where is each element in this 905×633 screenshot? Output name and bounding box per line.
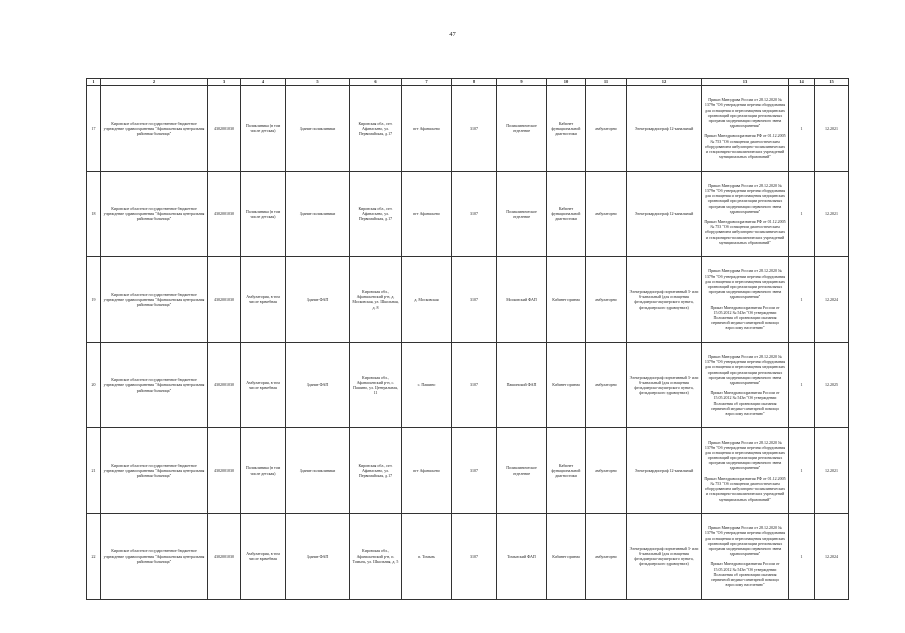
address-cell: Кировская обл., Афанасьевский р-н, с. Пашино, ул. Центральная, 11	[350, 342, 402, 428]
row-number-cell: 22	[87, 513, 101, 599]
territory-code-cell: 3107	[452, 171, 497, 257]
territory-code-cell: 3107	[452, 257, 497, 343]
page-number: 47	[449, 31, 456, 38]
locality-cell: пгт Афанасьево	[402, 86, 452, 172]
address-cell: Кировская обл., пгт. Афанасьево, ул. Первомайская, д.17	[350, 171, 402, 257]
legal-basis-cell: Приказ Минздрава России от 28.12.2020 № 1379н "Об утверждении перечня оборудования для оснащения и переоснащения медицинских организаций при реализации региональных программ модернизации первичного звена здравоохранения" Приказ Минздравсоцразвития РФ от 01.12.2005 № 753 "Об оснащении диагностическим оборудованием амбулаторно-поликлинических и стационарно-поликлинических учреждений муниципальных образований"	[702, 171, 789, 257]
table-row	[87, 257, 849, 343]
org-code-cell: 4302001030	[208, 342, 241, 428]
date-cell: 12.2024	[815, 513, 849, 599]
row-number-cell: 20	[87, 342, 101, 428]
department-cell: Поликлиническое отделение	[497, 86, 547, 172]
unit-type-cell: Амбулатория, в том числе врачебная	[241, 342, 286, 428]
building-cell: Здание ФАП	[286, 342, 350, 428]
quantity-cell: 1	[789, 257, 815, 343]
row-number-cell: 18	[87, 171, 101, 257]
org-code-cell: 4302001030	[208, 428, 241, 514]
cabinet-cell: Кабинет функциональной диагностики	[547, 428, 586, 514]
care-mode-cell: амбулаторно	[586, 513, 627, 599]
department-cell: Поликлиническое отделение	[497, 428, 547, 514]
org-code-cell: 4302001030	[208, 513, 241, 599]
table-row	[87, 86, 849, 172]
table-row	[87, 171, 849, 257]
territory-code-cell: 3107	[452, 428, 497, 514]
column-header: 6	[350, 79, 402, 86]
organization-cell: Кировское областное государственное бюджетное учреждение здравоохранения "Афанасьевская центральная районная больница"	[101, 257, 208, 343]
column-header: 11	[586, 79, 627, 86]
date-cell: 12.2025	[815, 342, 849, 428]
care-mode-cell: амбулаторно	[586, 171, 627, 257]
territory-code-cell: 3107	[452, 86, 497, 172]
organization-cell: Кировское областное государственное бюджетное учреждение здравоохранения "Афанасьевская центральная районная больница"	[101, 342, 208, 428]
legal-basis-cell: Приказ Минздрава России от 28.12.2020 № 1379н "Об утверждении перечня оборудования для оснащения и переоснащения медицинских организаций при реализации региональных программ модернизации первичного звена здравоохранения" Приказ Минздравсоцразвития РФ от 01.12.2005 № 753 "Об оснащении диагностическим оборудованием амбулаторно-поликлинических и стационарно-поликлинических учреждений муниципальных образований"	[702, 86, 789, 172]
cabinet-cell: Кабинет приема	[547, 257, 586, 343]
address-cell: Кировская обл., пгт. Афанасьево, ул. Первомайская, д.17	[350, 86, 402, 172]
equipment-cell: Электрокардиограф портативный 3- или 6-канальный (для оснащения фельдшерско-акушерского пункта, фельдшерского здравпункта)	[627, 342, 702, 428]
unit-type-cell: Поликлиника (в том числе детская)	[241, 86, 286, 172]
department-cell: Пашинский ФАП	[497, 342, 547, 428]
care-mode-cell: амбулаторно	[586, 86, 627, 172]
column-header: 2	[101, 79, 208, 86]
column-header: 12	[627, 79, 702, 86]
organization-cell: Кировское областное государственное бюджетное учреждение здравоохранения "Афанасьевская центральная районная больница"	[101, 428, 208, 514]
territory-code-cell: 3107	[452, 342, 497, 428]
column-header: 1	[87, 79, 101, 86]
equipment-cell: Электрокардиограф 12-канальный	[627, 171, 702, 257]
care-mode-cell: амбулаторно	[586, 257, 627, 343]
building-cell: Здание ФАП	[286, 513, 350, 599]
locality-cell: п. Томызь	[402, 513, 452, 599]
building-cell: Здание ФАП	[286, 257, 350, 343]
cabinet-cell: Кабинет функциональной диагностики	[547, 86, 586, 172]
column-header: 14	[789, 79, 815, 86]
legal-basis-cell: Приказ Минздрава России от 28.12.2020 № 1379н "Об утверждении перечня оборудования для оснащения и переоснащения медицинских организаций при реализации региональных программ модернизации первичного звена здравоохранения" Приказ Минздравсоцразвития РФ от 01.12.2005 № 753 "Об оснащении диагностическим оборудованием амбулаторно-поликлинических и стационарно-поликлинических учреждений муниципальных образований"	[702, 428, 789, 514]
unit-type-cell: Амбулатория, в том числе врачебная	[241, 257, 286, 343]
locality-cell: с. Пашино	[402, 342, 452, 428]
address-cell: Кировская обл., Афанасьевский р-н, д. Московская, ул. Школьная, д. 8	[350, 257, 402, 343]
address-cell: Кировская обл., Афанасьевский р-н, п. Томызь, ул. Школьная, д. 5	[350, 513, 402, 599]
locality-cell: пгт Афанасьево	[402, 428, 452, 514]
column-header: 9	[497, 79, 547, 86]
unit-type-cell: Амбулатория, в том числе врачебная	[241, 513, 286, 599]
row-number-cell: 19	[87, 257, 101, 343]
equipment-cell: Электрокардиограф портативный 3- или 6-канальный (для оснащения фельдшерско-акушерского пункта, фельдшерского здравпункта)	[627, 257, 702, 343]
column-header: 15	[815, 79, 849, 86]
legal-basis-cell: Приказ Минздрава России от 28.12.2020 № 1379н "Об утверждении перечня оборудования для оснащения и переоснащения медицинских организаций при реализации региональных программ модернизации первичного звена здравоохранения" Приказ Минздравсоцразвития России от 15.05.2012 № 543н "Об утверждении Положения об организации оказания первичной медико-санитарной помощи взрослому населению"	[702, 257, 789, 343]
quantity-cell: 1	[789, 171, 815, 257]
quantity-cell: 1	[789, 428, 815, 514]
department-cell: Поликлиническое отделение	[497, 171, 547, 257]
locality-cell: д. Московская	[402, 257, 452, 343]
header-row	[87, 79, 849, 86]
care-mode-cell: амбулаторно	[586, 428, 627, 514]
row-number-cell: 17	[87, 86, 101, 172]
column-header: 10	[547, 79, 586, 86]
equipment-cell: Электрокардиограф 12-канальный	[627, 86, 702, 172]
column-header: 3	[208, 79, 241, 86]
quantity-cell: 1	[789, 513, 815, 599]
org-code-cell: 4302001030	[208, 171, 241, 257]
unit-type-cell: Поликлиника (в том числе детская)	[241, 428, 286, 514]
address-cell: Кировская обл., пгт. Афанасьево, ул. Первомайская, д.17	[350, 428, 402, 514]
organization-cell: Кировское областное государственное бюджетное учреждение здравоохранения "Афанасьевская центральная районная больница"	[101, 171, 208, 257]
date-cell: 12.2021	[815, 428, 849, 514]
equipment-cell: Электрокардиограф портативный 3- или 6-канальный (для оснащения фельдшерско-акушерского пункта, фельдшерского здравпункта)	[627, 513, 702, 599]
locality-cell: пгт Афанасьево	[402, 171, 452, 257]
cabinet-cell: Кабинет функциональной диагностики	[547, 171, 586, 257]
table-row	[87, 428, 849, 514]
quantity-cell: 1	[789, 86, 815, 172]
org-code-cell: 4302001030	[208, 257, 241, 343]
equipment-table	[86, 78, 849, 600]
department-cell: Московский ФАП	[497, 257, 547, 343]
row-number-cell: 21	[87, 428, 101, 514]
care-mode-cell: амбулаторно	[586, 342, 627, 428]
department-cell: Томызский ФАП	[497, 513, 547, 599]
table-row	[87, 342, 849, 428]
unit-type-cell: Поликлиника (в том числе детская)	[241, 171, 286, 257]
building-cell: Здание поликлиники	[286, 171, 350, 257]
date-cell: 12.2021	[815, 86, 849, 172]
building-cell: Здание поликлиники	[286, 428, 350, 514]
quantity-cell: 1	[789, 342, 815, 428]
legal-basis-cell: Приказ Минздрава России от 28.12.2020 № 1379н "Об утверждении перечня оборудования для оснащения и переоснащения медицинских организаций при реализации региональных программ модернизации первичного звена здравоохранения" Приказ Минздравсоцразвития России от 15.05.2012 № 543н "Об утверждении Положения об организации оказания первичной медико-санитарной помощи взрослому населению"	[702, 342, 789, 428]
column-header: 4	[241, 79, 286, 86]
building-cell: Здание поликлиники	[286, 86, 350, 172]
date-cell: 12.2024	[815, 257, 849, 343]
date-cell: 12.2021	[815, 171, 849, 257]
column-header: 5	[286, 79, 350, 86]
territory-code-cell: 3107	[452, 513, 497, 599]
table-row	[87, 513, 849, 599]
legal-basis-cell: Приказ Минздрава России от 28.12.2020 № 1379н "Об утверждении перечня оборудования для оснащения и переоснащения медицинских организаций при реализации региональных программ модернизации первичного звена здравоохранения" Приказ Минздравсоцразвития России от 15.05.2012 № 543н "Об утверждении Положения об организации оказания первичной медико-санитарной помощи взрослому населению"	[702, 513, 789, 599]
column-header: 8	[452, 79, 497, 86]
cabinet-cell: Кабинет приема	[547, 342, 586, 428]
equipment-cell: Электрокардиограф 12-канальный	[627, 428, 702, 514]
organization-cell: Кировское областное государственное бюджетное учреждение здравоохранения "Афанасьевская центральная районная больница"	[101, 513, 208, 599]
column-header: 7	[402, 79, 452, 86]
org-code-cell: 4302001030	[208, 86, 241, 172]
cabinet-cell: Кабинет приема	[547, 513, 586, 599]
column-header: 13	[702, 79, 789, 86]
organization-cell: Кировское областное государственное бюджетное учреждение здравоохранения "Афанасьевская центральная районная больница"	[101, 86, 208, 172]
